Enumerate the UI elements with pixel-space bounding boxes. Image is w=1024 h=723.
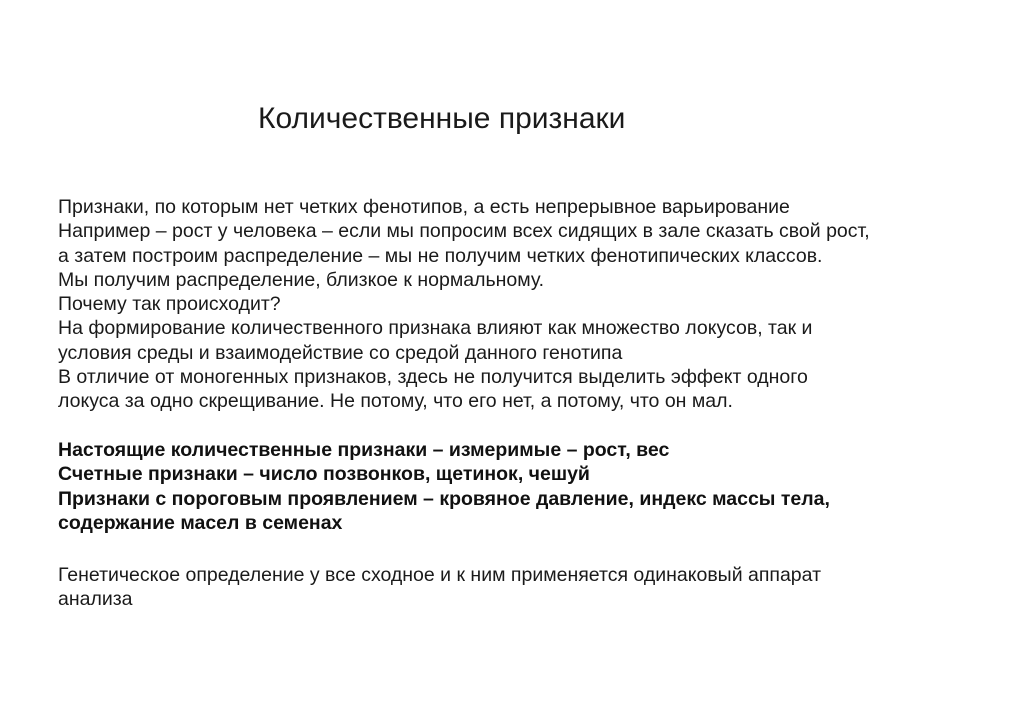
bold-text-line: Настоящие количественные признаки – измеримые – рост, вес: [58, 439, 670, 461]
text-line: а затем построим распределение – мы не получим четких фенотипических классов.: [58, 244, 823, 267]
bold-text-line: Счетные признаки – число позвонков, щетинок, чешуй: [58, 463, 590, 486]
slide-title: Количественные признаки: [258, 102, 626, 135]
text-line: На формирование количественного признака влияют как множество локусов, так и: [58, 317, 813, 340]
main-paragraph: [58, 195, 998, 414]
bold-text-line: Признаки с пороговым проявлением – кровяное давление, индекс массы тела,: [58, 487, 830, 510]
text-line: локуса за одно скрещивание. Не потому, что его нет, а потому, что он мал.: [58, 390, 733, 413]
bold-paragraph: [58, 438, 998, 535]
text-line: Мы получим распределение, близкое к нормальному.: [58, 268, 545, 291]
text-line: В отличие от моногенных признаков, здесь не получится выделить эффект одного: [58, 366, 808, 389]
bold-text-line: содержание масел в семенах: [58, 511, 343, 534]
text-line: Признаки, по которым нет четких фенотипов, а есть непрерывное варьирование: [58, 196, 790, 218]
text-line: условия среды и взаимодействие со средой данного генотипа: [58, 341, 623, 364]
text-line: Генетическое определение у все сходное и к ним применяется одинаковый аппарат: [58, 564, 822, 586]
final-paragraph: [58, 563, 998, 612]
text-line: анализа: [58, 588, 133, 611]
text-line: Почему так происходит?: [58, 293, 281, 316]
text-line: Например – рост у человека – если мы попросим всех сидящих в зале сказать свой рост,: [58, 220, 870, 243]
